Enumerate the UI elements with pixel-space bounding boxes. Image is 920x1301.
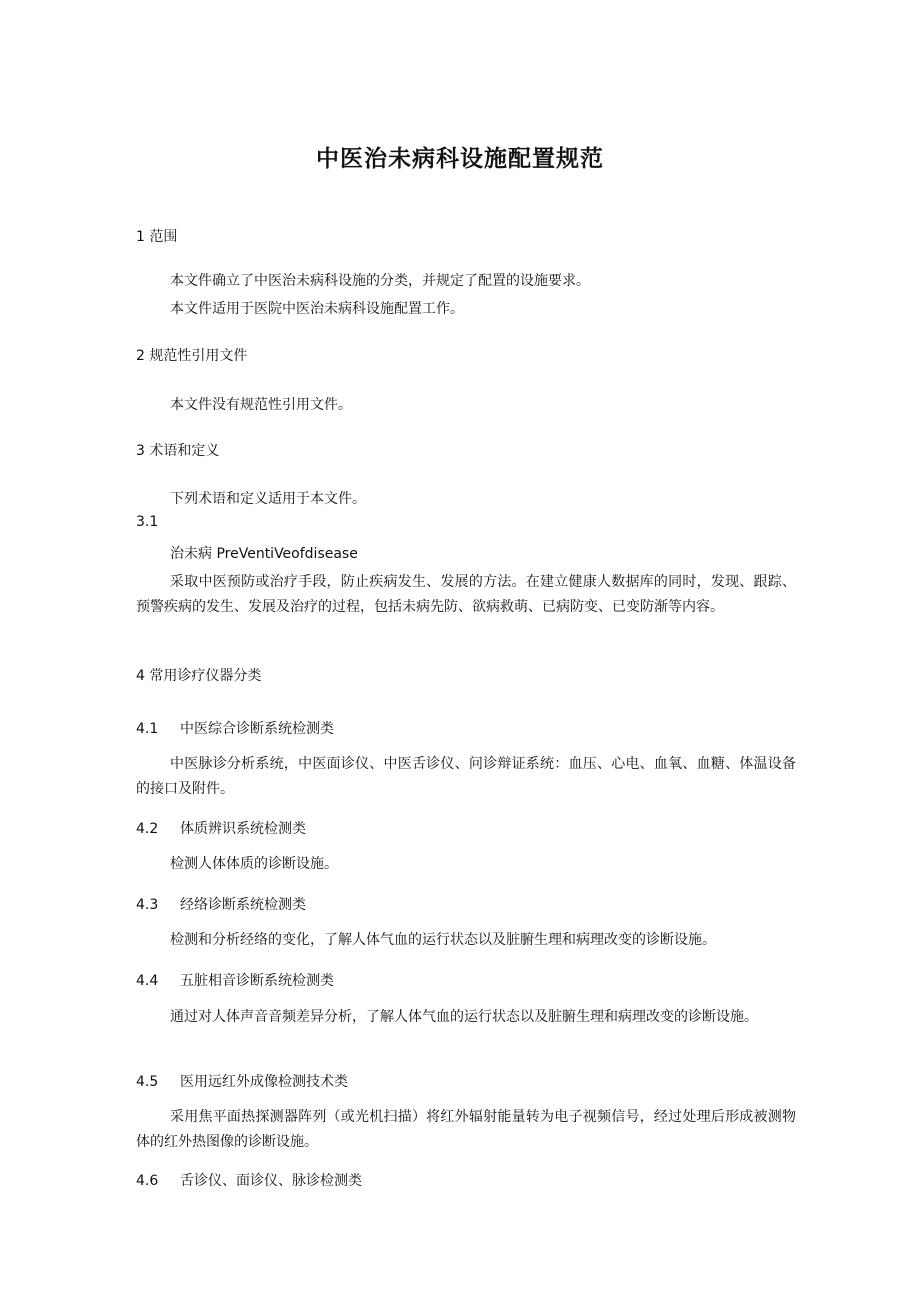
subsection-4-5-text: 采用焦平面热探测器阵列（或光机扫描）将红外辐射能量转为电子视频信号，经过处理后形成被测物体的红外热图像的诊断设施。: [136, 1109, 796, 1150]
subsection-4-4-heading: [136, 970, 334, 990]
term-chinese: 治未病: [170, 546, 212, 562]
term-entry: [170, 543, 358, 563]
section-3-paragraph: 下列术语和定义适用于本文件。: [170, 491, 366, 507]
subsection-4-4-text: 通过对人体声音音频差异分析，了解人体气血的运行状态以及脏腑生理和病理改变的诊断设施。: [170, 1009, 758, 1025]
subsection-number: 4.1: [136, 721, 159, 737]
subsection-4-6-heading: [136, 1170, 362, 1190]
subsection-number: 4.2: [136, 821, 159, 837]
subsection-4-1-text: 中医脉诊分析系统，中医面诊仪、中医舌诊仪、问诊辩证系统：血压、心电、血氧、血糖、体温设备的接口及附件。: [136, 756, 796, 797]
subsection-title: 舌诊仪、面诊仪、脉诊检测类: [180, 1173, 362, 1189]
subsection-title: 体质辨识系统检测类: [180, 821, 306, 837]
section-1-heading: 1 范围: [136, 229, 178, 245]
subsection-title: 经络诊断系统检测类: [180, 897, 306, 913]
subsection-4-3-heading: [136, 894, 306, 914]
section-4-heading: 4 常用诊疗仪器分类: [136, 668, 262, 684]
document-title: 中医治未病科设施配置规范: [316, 146, 604, 172]
subsection-number: 4.6: [136, 1173, 159, 1189]
term-definition: 采取中医预防或治疗手段，防止疾病发生、发展的方法。在建立健康人数据库的同时，发现、跟踪、预警疾病的发生、发展及治疗的过程，包括未病先防、欲病救萌、已病防变、已变防渐等内容。: [136, 574, 796, 615]
section-3-heading: 3 术语和定义: [136, 443, 220, 459]
term-number: 3.1: [136, 514, 159, 530]
section-1-paragraph-1: 本文件确立了中医治未病科设施的分类，并规定了配置的设施要求。: [170, 273, 590, 289]
subsection-4-2-text: 检测人体体质的诊断设施。: [170, 856, 338, 872]
section-1-paragraph-2: 本文件适用于医院中医治未病科设施配置工作。: [170, 301, 464, 317]
subsection-4-3-text: 检测和分析经络的变化，了解人体气血的运行状态以及脏腑生理和病理改变的诊断设施。: [170, 932, 716, 948]
subsection-number: 4.4: [136, 973, 159, 989]
subsection-title: 医用远红外成像检测技术类: [180, 1074, 348, 1090]
subsection-4-1-heading: [136, 718, 334, 738]
section-2-paragraph: 本文件没有规范性引用文件。: [170, 397, 352, 413]
subsection-4-5-heading: [136, 1071, 348, 1091]
subsection-title: 中医综合诊断系统检测类: [180, 721, 334, 737]
subsection-number: 4.5: [136, 1074, 159, 1090]
term-english: PreVentiVeofdisease: [216, 546, 358, 562]
subsection-4-2-heading: [136, 818, 306, 838]
subsection-number: 4.3: [136, 897, 159, 913]
section-2-heading: 2 规范性引用文件: [136, 348, 248, 364]
subsection-title: 五脏相音诊断系统检测类: [180, 973, 334, 989]
